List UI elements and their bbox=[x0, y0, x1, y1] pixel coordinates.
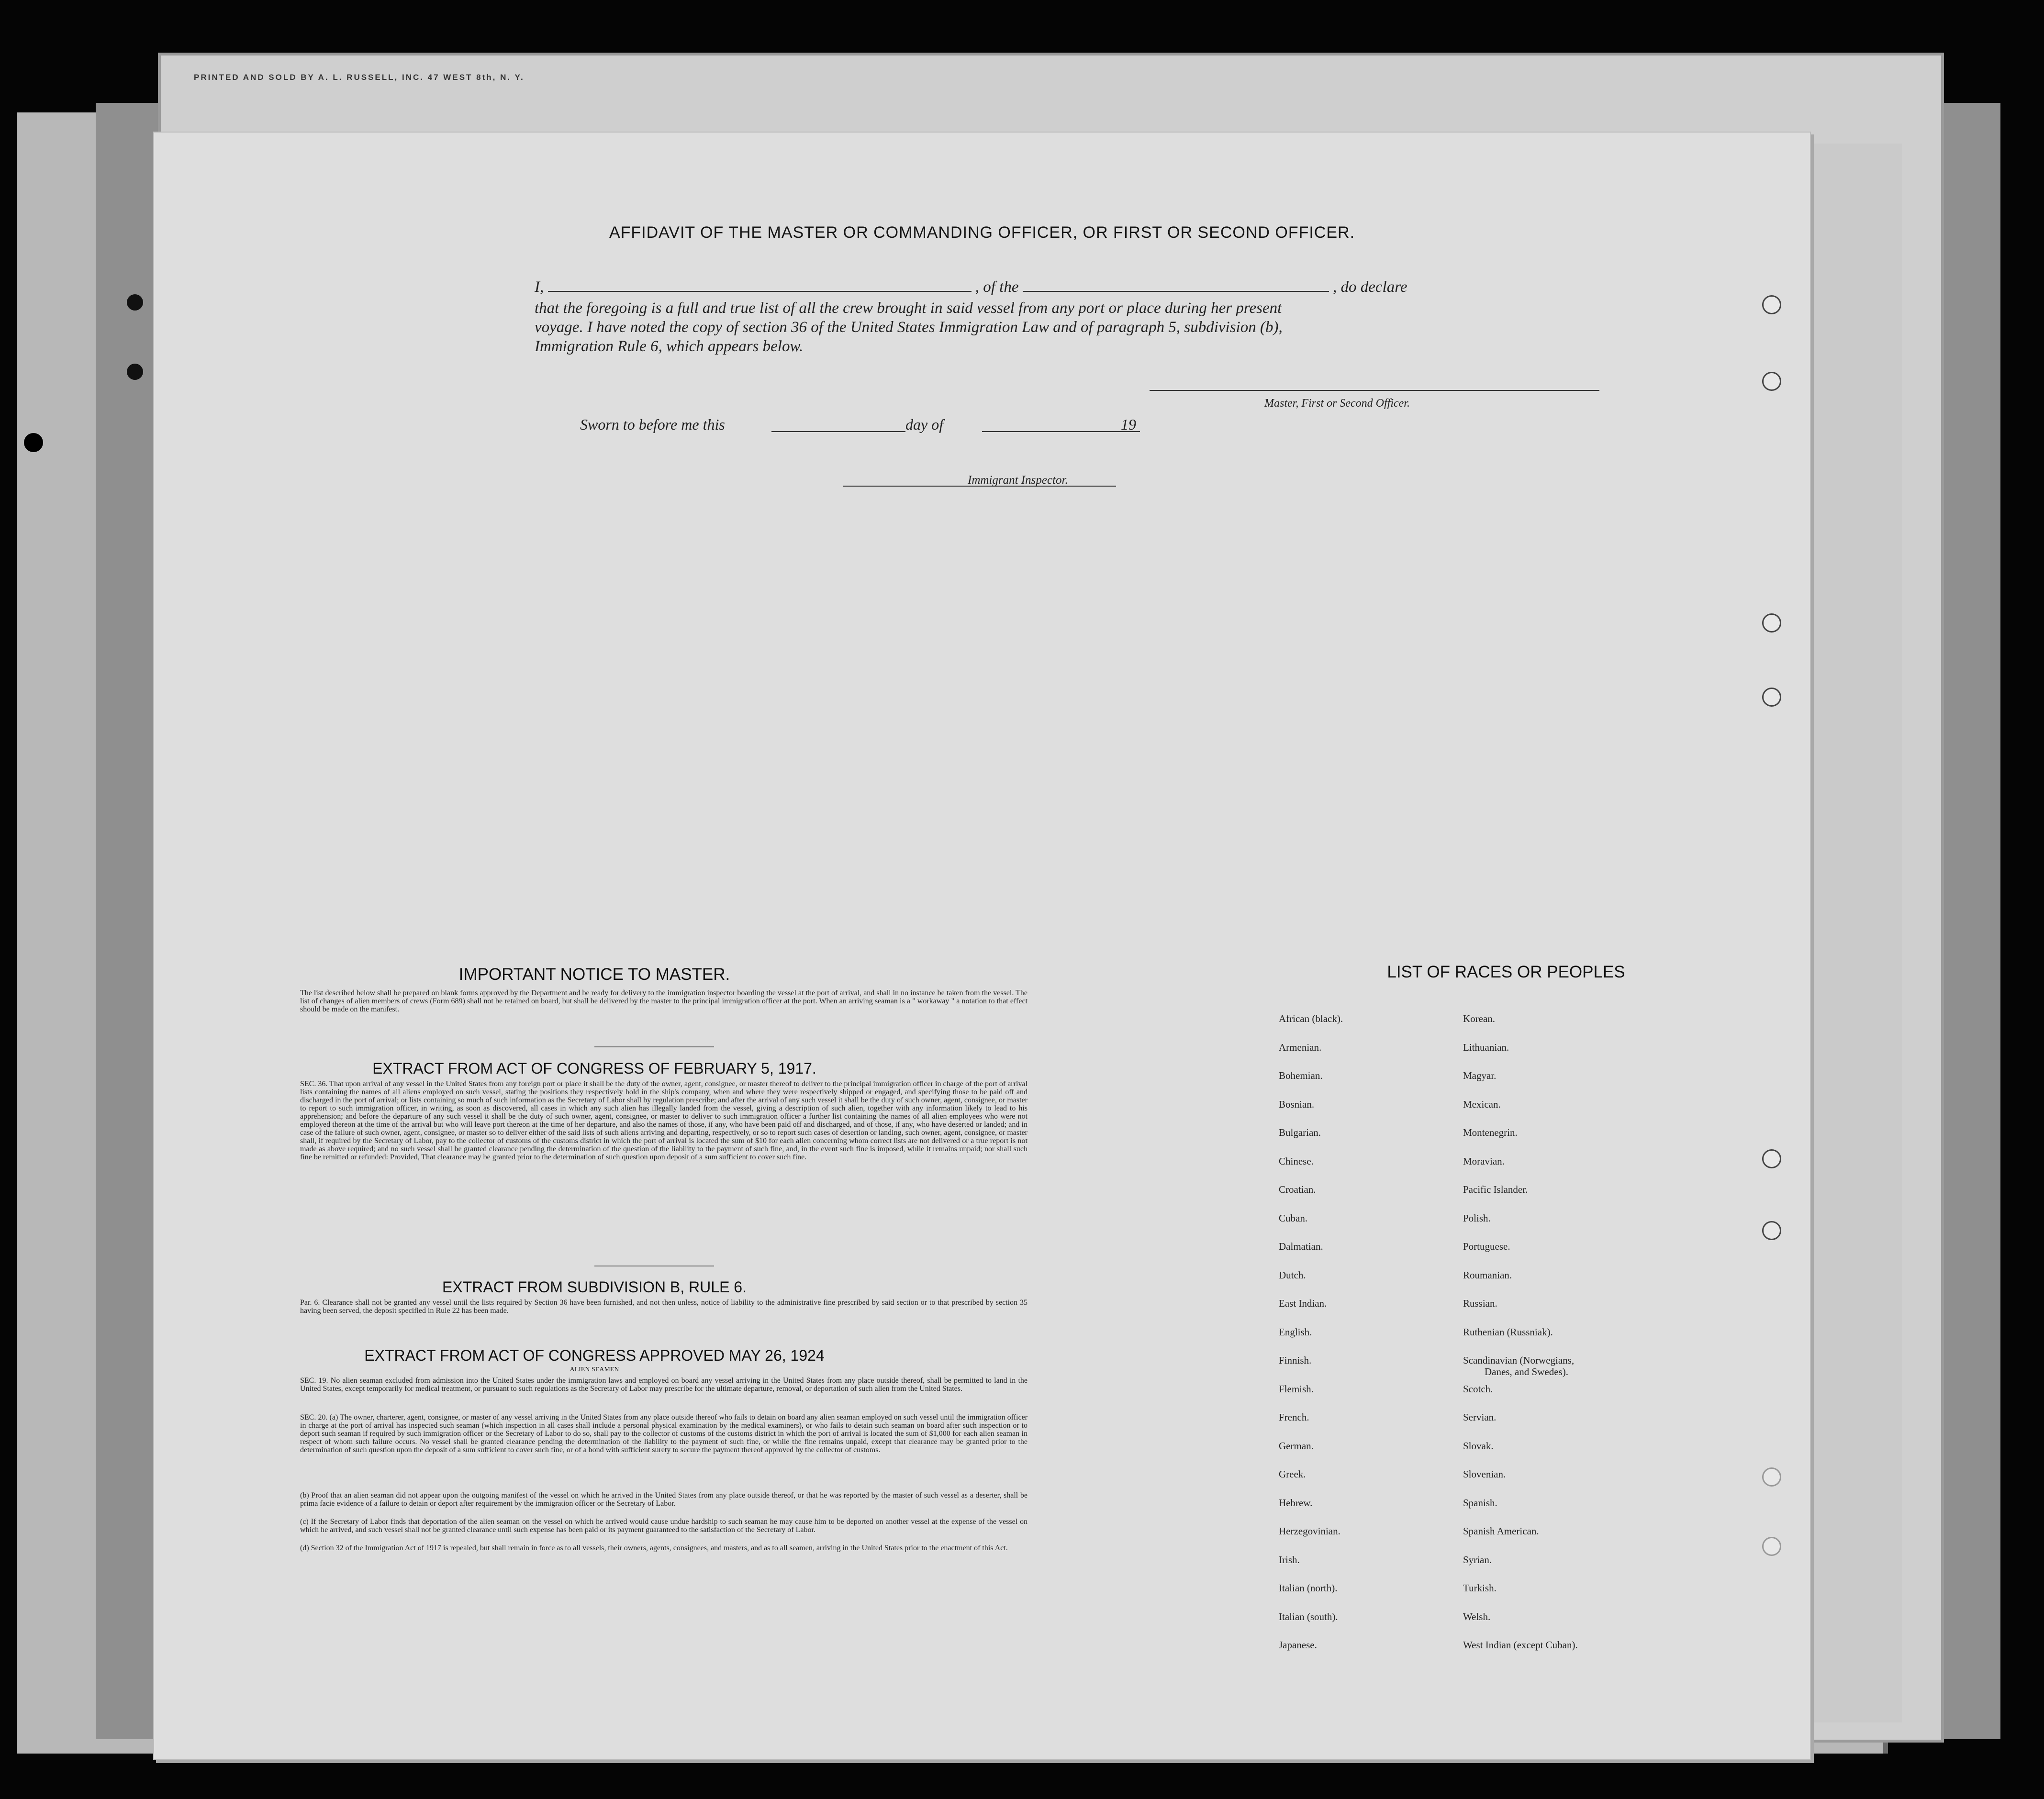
race-item: Russian. bbox=[1463, 1298, 1497, 1309]
race-item: Dalmatian. bbox=[1279, 1241, 1323, 1252]
race-item: French. bbox=[1279, 1411, 1309, 1423]
affidavit-title: AFFIDAVIT OF THE MASTER OR COMMANDING OFFICER, OR FIRST OR SECOND OFFICER. bbox=[609, 223, 1355, 242]
binder-hole bbox=[127, 294, 143, 311]
race-item: Flemish. bbox=[1279, 1383, 1314, 1395]
binder-tab bbox=[1762, 1149, 1781, 1168]
race-item: Turkish. bbox=[1463, 1582, 1497, 1594]
race-item: Welsh. bbox=[1463, 1610, 1491, 1622]
race-item: East Indian. bbox=[1279, 1298, 1327, 1309]
race-item: African (black). bbox=[1279, 1013, 1343, 1024]
race-item: Syrian. bbox=[1463, 1554, 1492, 1566]
race-item: English. bbox=[1279, 1326, 1312, 1338]
race-item: Finnish. bbox=[1279, 1355, 1312, 1366]
extract-rule6-title: EXTRACT FROM SUBDIVISION B, RULE 6. bbox=[442, 1278, 747, 1296]
race-item-continuation: Danes, and Swedes). bbox=[1485, 1366, 1568, 1377]
extract-1917-text: SEC. 36. That upon arrival of any vessel in the United States from any foreign port or place it shall be the duty of the owner, agent, consignee, or master thereof to deliver to the principal immigration officer in charge of the port of arrival lists containing the names of all aliens employed on such vessel, stating the positions they respectively hold in the ship's company, when and where they were respectively shipped or engaged, and specifying those to be paid off and discharged in the port of arrival; or lists containing so much of such information as the Secretary of Labor shall by regulation prescribe; and after the arrival of any such vessel it shall be the duty of such owner, agent, consignee, or master to report to such immigration officer, in writing, as soon as discovered, all cases in which any such alien has illegally landed from the vessel, giving a description of such alien, together with any information likely to lead to his apprehension; and before the departure of any such vessel it shall be the duty of such owner, agent, consignee, or master to deliver to such immigration officer a further list containing the names of all alien employees who were not employed thereon at the time of the arrival but who will leave port thereon at the time of her departure, and also the names of those, if any, who have been paid off and discharged, and of those, if any, who have deserted or landed; and in case of the failure of such owner, agent, consignee, or master so to deliver either of the said lists of such aliens arriving and departing, respectively, or so to report such cases of desertion or landing, such owner, agent, consignee, or master shall, if required by the Secretary of Labor, pay to the collector of customs of the customs district in which the port of arrival is located the sum of $10 for each alien concerning whom correct lists are not delivered or a true report is not made as above required; and no such vessel shall be granted clearance pending the determination of the question of the liability to the payment of such fine, and, in the event such fine is imposed, while it remains unpaid; nor shall such fine be remitted or refunded: Provided, That clearance may be granted prior to the determination of such question upon deposit of a sum sufficient to cover such fine. bbox=[300, 1080, 1028, 1161]
race-item: Hebrew. bbox=[1279, 1497, 1313, 1509]
race-item: Armenian. bbox=[1279, 1041, 1322, 1053]
master-signature-label: Master, First or Second Officer. bbox=[1264, 397, 1410, 410]
name-blank[interactable] bbox=[548, 291, 972, 292]
race-item: West Indian (except Cuban). bbox=[1463, 1639, 1578, 1651]
race-item: Lithuanian. bbox=[1463, 1041, 1509, 1053]
notice-title: IMPORTANT NOTICE TO MASTER. bbox=[458, 965, 730, 984]
binder-tab bbox=[1762, 372, 1781, 391]
binder-tab bbox=[1762, 1467, 1781, 1487]
year-label: 19 bbox=[1121, 416, 1136, 433]
notice-text: The list described below shall be prepared on blank forms approved by the Department and be ready for delivery to the immigration inspector boarding the vessel at the port of arrival, and shall in no instance be taken from the vessel. The list of changes of alien members of crews (Form 689) shall not be retained on board, but shall be delivered by the master to the principal immigration officer at the port. When an arriving seaman is a " workaway " a notation to that effect should be made on the manifest. bbox=[300, 989, 1028, 1013]
day-of-label: day of bbox=[905, 416, 944, 433]
binder-tab bbox=[1762, 1537, 1781, 1556]
binder-tab bbox=[1762, 613, 1781, 633]
vessel-blank[interactable] bbox=[1023, 291, 1329, 292]
race-item: Servian. bbox=[1463, 1411, 1497, 1423]
race-item: Scotch. bbox=[1463, 1383, 1493, 1395]
master-signature-line[interactable] bbox=[1150, 390, 1599, 391]
document-page bbox=[153, 132, 1811, 1760]
race-item: Polish. bbox=[1463, 1212, 1491, 1224]
sworn-label: Sworn to before me this bbox=[580, 416, 725, 433]
affidavit-declaration bbox=[535, 278, 1635, 356]
race-item: Roumanian. bbox=[1463, 1269, 1512, 1281]
race-item: Spanish American. bbox=[1463, 1525, 1539, 1537]
declaration-line: Immigration Rule 6, which appears below. bbox=[535, 338, 804, 355]
race-item: Italian (north). bbox=[1279, 1582, 1338, 1594]
race-item: Dutch. bbox=[1279, 1269, 1306, 1281]
race-item: Montenegrin. bbox=[1463, 1127, 1518, 1138]
race-item: Japanese. bbox=[1279, 1639, 1317, 1651]
race-item: Scandinavian (Norwegians, bbox=[1463, 1355, 1575, 1366]
declaration-line: that the foregoing is a full and true list of all the crew brought in said vessel from any port or place during her present bbox=[535, 300, 1282, 317]
extract-1924-sec20c: (c) If the Secretary of Labor finds that deportation of the alien seaman on the vessel on which he arrived would cause undue hardship to such seaman he may cause him to be deported on another vessel at the expense of the vessel on which he arrived, and such vessel shall not be granted clearance until such expense has been paid or its payment guaranteed to the satisfaction of the Secretary of Labor. bbox=[300, 1518, 1028, 1534]
race-item: Croatian. bbox=[1279, 1184, 1316, 1195]
race-item: Cuban. bbox=[1279, 1212, 1308, 1224]
month-blank[interactable] bbox=[982, 431, 1140, 432]
race-item: Portuguese. bbox=[1463, 1241, 1510, 1252]
i-label: I, bbox=[535, 278, 544, 296]
extract-1924-sec19: SEC. 19. No alien seaman excluded from admission into the United States under the immigration laws and employed on board any vessel arriving in the United States from any place outside thereof, shall be permitted to land in the United States, except temporarily for medical treatment, or pursuant to such regulations as the Secretary of Labor may prescribe for the ultimate departure, removal, or deportation of such alien from the United States. bbox=[300, 1377, 1028, 1393]
divider bbox=[594, 1046, 714, 1047]
race-item: Bosnian. bbox=[1279, 1098, 1315, 1110]
race-item: Greek. bbox=[1279, 1468, 1306, 1480]
races-title: LIST OF RACES OR PEOPLES bbox=[1387, 963, 1625, 981]
declaration-line: voyage. I have noted the copy of section 36 of the United States Immigration Law and of paragraph 5, subdivision (b), bbox=[535, 319, 1283, 336]
extract-rule6-text: Par. 6. Clearance shall not be granted any vessel until the lists required by Section 36 have been furnished, and not then unless, notice of liability to the administrative fine prescribed by said section or to that prescribed by section 35 having been served, the deposit specified in Rule 22 has been made. bbox=[300, 1299, 1028, 1315]
race-item: Korean. bbox=[1463, 1013, 1496, 1024]
extract-1924-subtitle: ALIEN SEAMEN bbox=[570, 1366, 619, 1373]
binder-tab bbox=[1762, 295, 1781, 314]
race-item: Pacific Islander. bbox=[1463, 1184, 1528, 1195]
race-item: Bulgarian. bbox=[1279, 1127, 1321, 1138]
extract-1924-title: EXTRACT FROM ACT OF CONGRESS APPROVED MAY 26, 1924 bbox=[364, 1347, 825, 1364]
binder-tab bbox=[1762, 1221, 1781, 1240]
race-item: Herzegovinian. bbox=[1279, 1525, 1340, 1537]
extract-1917-title: EXTRACT FROM ACT OF CONGRESS OF FEBRUARY 5, 1917. bbox=[372, 1060, 816, 1077]
extract-1924-sec20b: (b) Proof that an alien seaman did not appear upon the outgoing manifest of the vessel on which he arrived in the United States from any place outside thereof, or that he was reported by the master of such vessel as a deserter, shall be prima facie evidence of a failure to detain or deport after requirement by the immigration officer or the Secretary of Labor. bbox=[300, 1491, 1028, 1508]
race-item: Italian (south). bbox=[1279, 1610, 1338, 1622]
binder-hole bbox=[24, 433, 43, 452]
inspector-label: Immigrant Inspector. bbox=[968, 474, 1068, 487]
race-item: Bohemian. bbox=[1279, 1070, 1323, 1081]
day-blank[interactable] bbox=[771, 431, 905, 432]
extract-1924-sec20d: (d) Section 32 of the Immigration Act of 1917 is repealed, but shall remain in force as to all vessels, their owners, agents, consignees, and masters, and as to all seamen, arriving in the United States prior to the enactment of this Act. bbox=[300, 1544, 1008, 1552]
race-item: German. bbox=[1279, 1440, 1314, 1452]
of-the-label: , of the bbox=[975, 278, 1019, 296]
extract-1924-sec20a: SEC. 20. (a) The owner, charterer, agent, consignee, or master of any vessel arriving in the United States from any place outside thereof who fails to detain on board any alien seaman employed on such vessel until the immigration officer in charge at the port of arrival has inspected such seaman (which inspection in all cases shall include a personal physical examination by the medical examiners), or who fails to detain such seaman on board after such inspection or to deport such seaman if required by such immigration officer or the Secretary of Labor to do so, shall pay to the collector of customs of the customs district in which the port of arrival is located the sum of $1,000 for each alien seaman in respect of whom such failure occurs. No vessel shall be granted clearance pending the determination of the liability to the payment of such fine, or while the fine remains unpaid, except that clearance may be granted prior to the determination of such question upon the deposit of a sum sufficient to cover such fine, or of a bond with sufficient surety to secure the payment thereof approved by the collector of customs. bbox=[300, 1413, 1028, 1454]
race-item: Slovenian. bbox=[1463, 1468, 1506, 1480]
race-item: Moravian. bbox=[1463, 1155, 1505, 1167]
race-item: Mexican. bbox=[1463, 1098, 1501, 1110]
race-item: Irish. bbox=[1279, 1554, 1300, 1566]
race-item: Slovak. bbox=[1463, 1440, 1494, 1452]
printer-line: PRINTED AND SOLD BY A. L. RUSSELL, INC. 47 WEST 8th, N. Y. bbox=[194, 73, 525, 82]
race-item: Ruthenian (Russniak). bbox=[1463, 1326, 1553, 1338]
race-item: Chinese. bbox=[1279, 1155, 1314, 1167]
race-item: Spanish. bbox=[1463, 1497, 1497, 1509]
do-declare-label: , do declare bbox=[1332, 278, 1407, 296]
binder-hole bbox=[127, 364, 143, 380]
binder-tab bbox=[1762, 688, 1781, 707]
race-item: Magyar. bbox=[1463, 1070, 1497, 1081]
